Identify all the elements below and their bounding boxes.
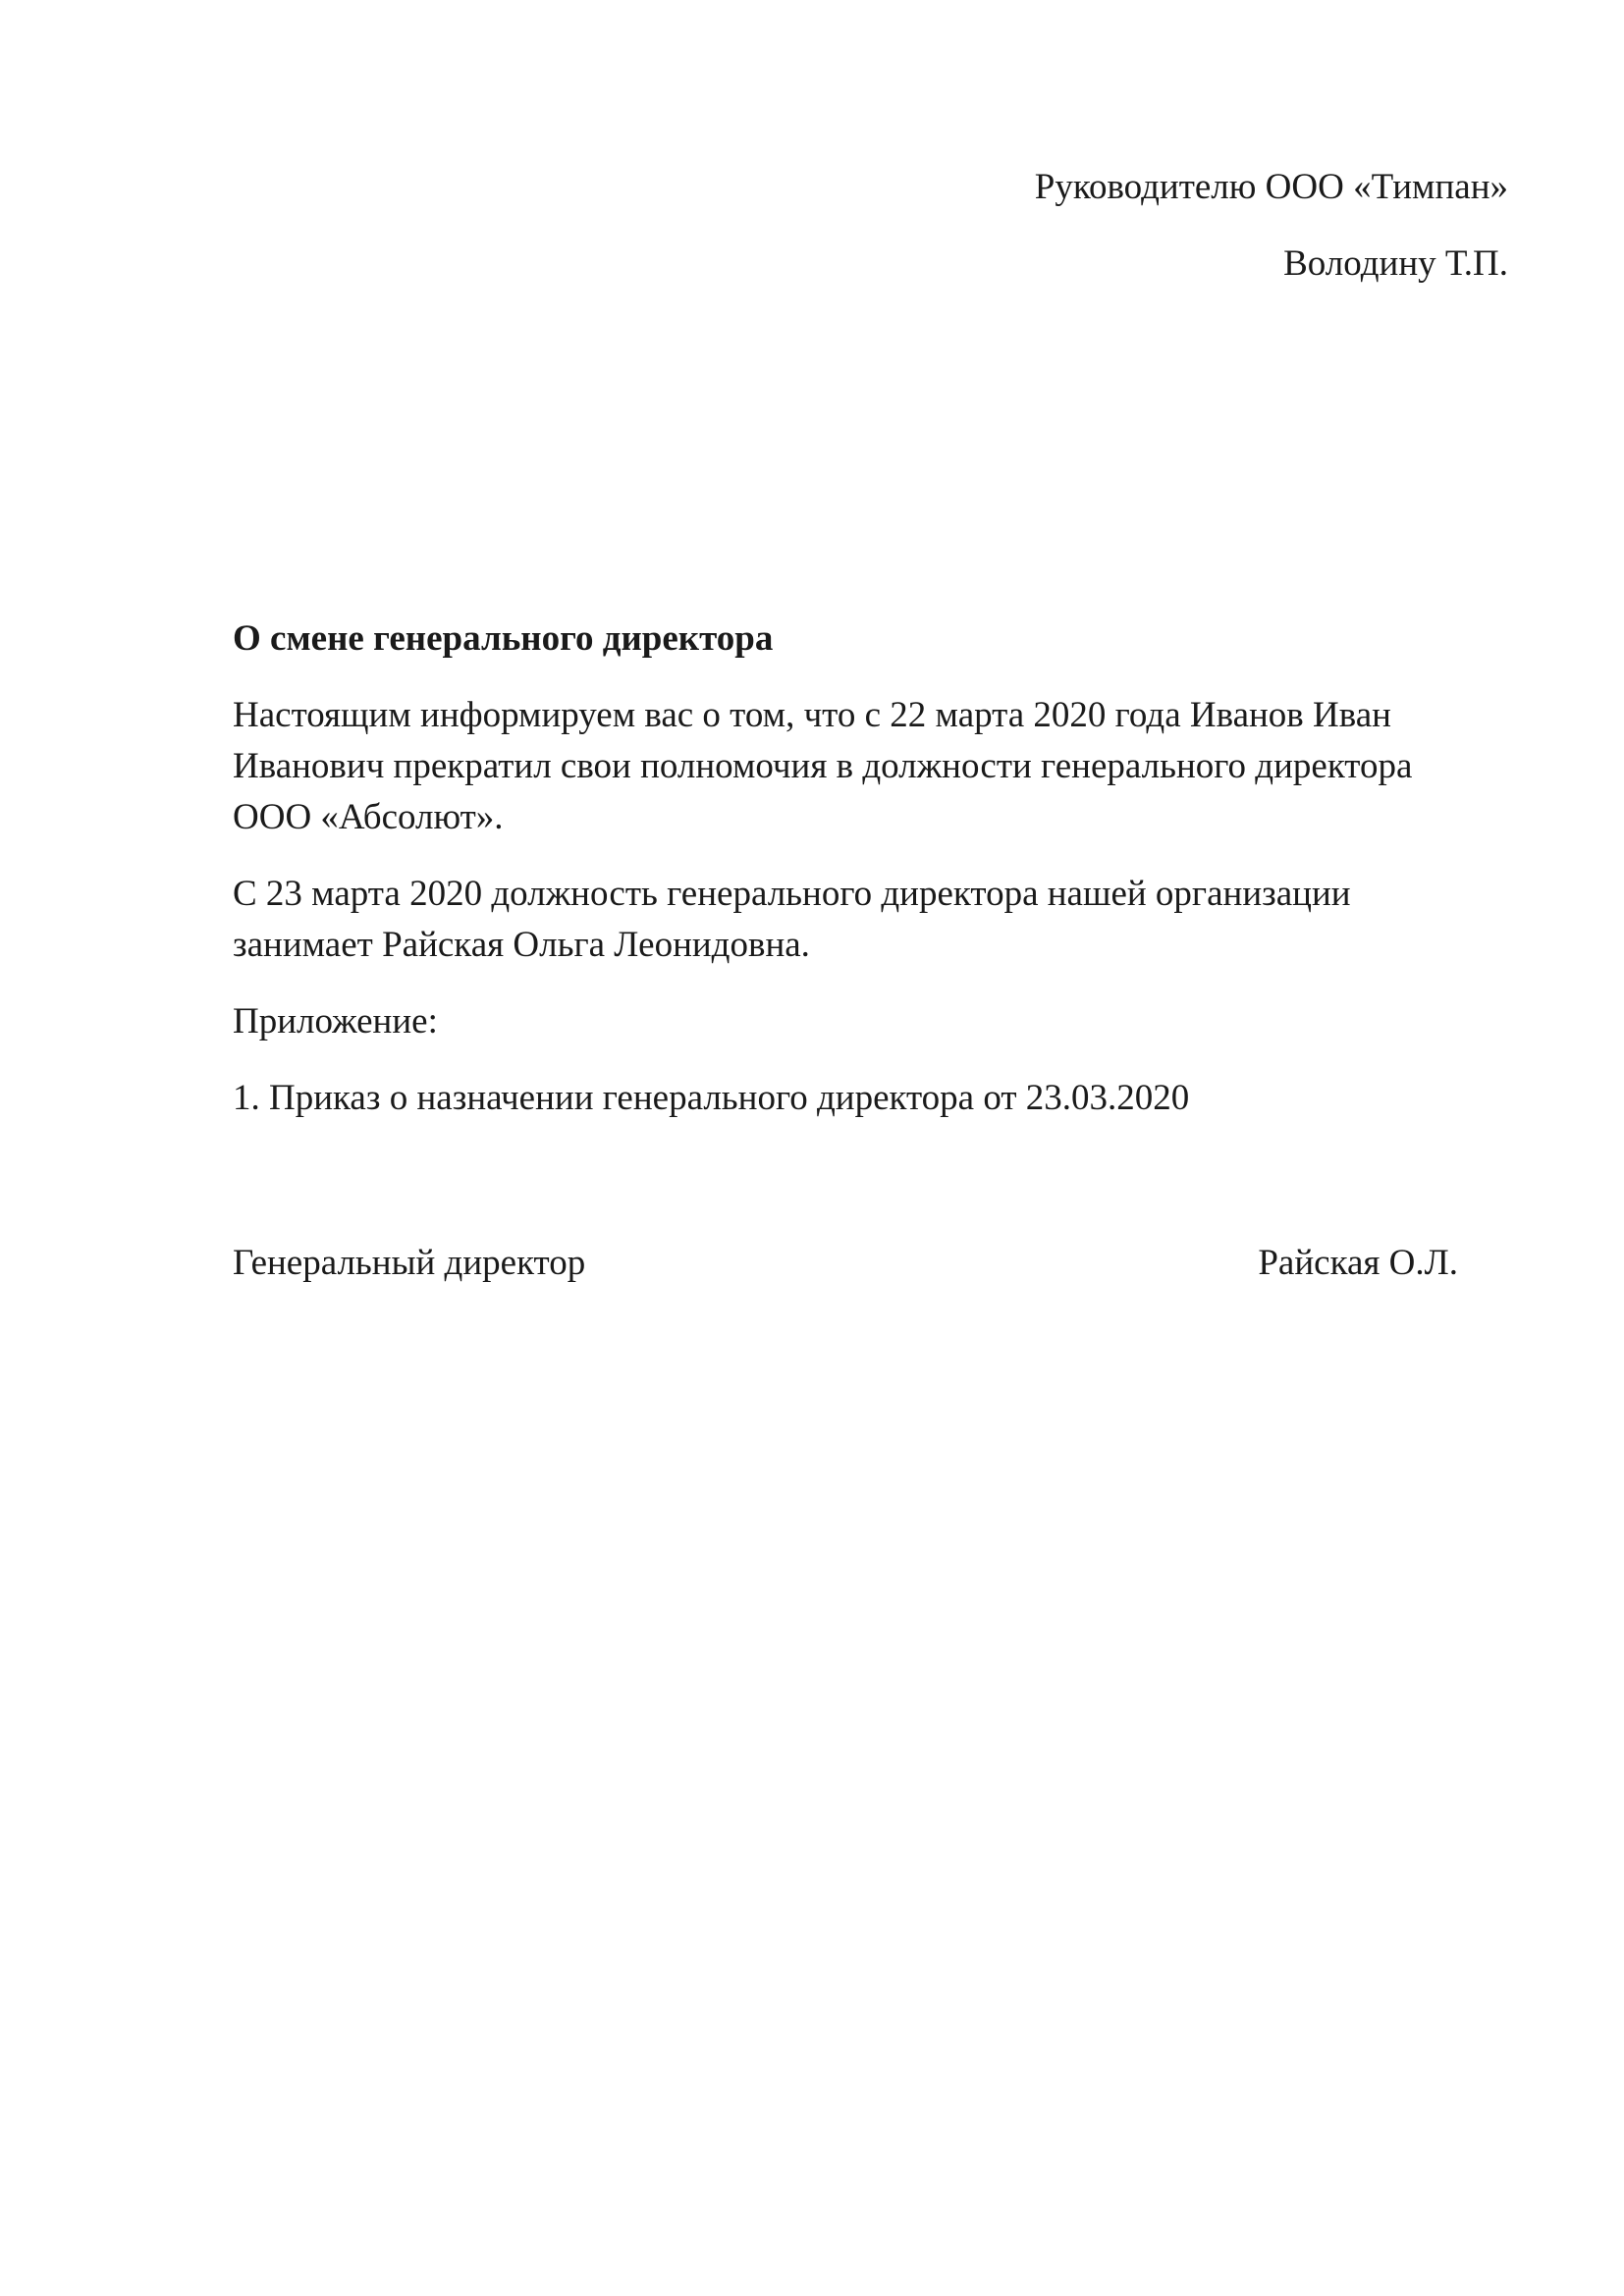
paragraph-line: С 23 марта 2020 должность генерального директора нашей организации <box>233 874 1351 914</box>
paragraph-line: ООО «Абсолют». <box>233 797 504 837</box>
addressee-organization: Руководителю ООО «Тимпан» <box>1034 167 1508 207</box>
paragraph-line: Иванович прекратил свои полномочия в должности генерального директора <box>233 746 1413 786</box>
signature-position: Генеральный директор <box>233 1243 586 1283</box>
letter-heading: О смене генерального директора <box>233 618 774 659</box>
paragraph-termination <box>233 690 1509 843</box>
signature-block <box>233 1238 1458 1289</box>
addressee-block <box>1035 149 1508 302</box>
addressee-name: Володину Т.П. <box>1283 243 1508 284</box>
paragraph-line: Настоящим информируем вас о том, что с 22 марта 2020 года Иванов Иван <box>233 695 1391 735</box>
letter-body <box>233 614 1509 1149</box>
paragraph-appointment <box>233 869 1509 971</box>
attachment-item: 1. Приказ о назначении генерального директора от 23.03.2020 <box>233 1078 1190 1118</box>
attachment-label: Приложение: <box>233 1001 438 1041</box>
paragraph-line: занимает Райская Ольга Леонидовна. <box>233 925 810 965</box>
signature-name: Райская О.Л. <box>1258 1243 1458 1283</box>
